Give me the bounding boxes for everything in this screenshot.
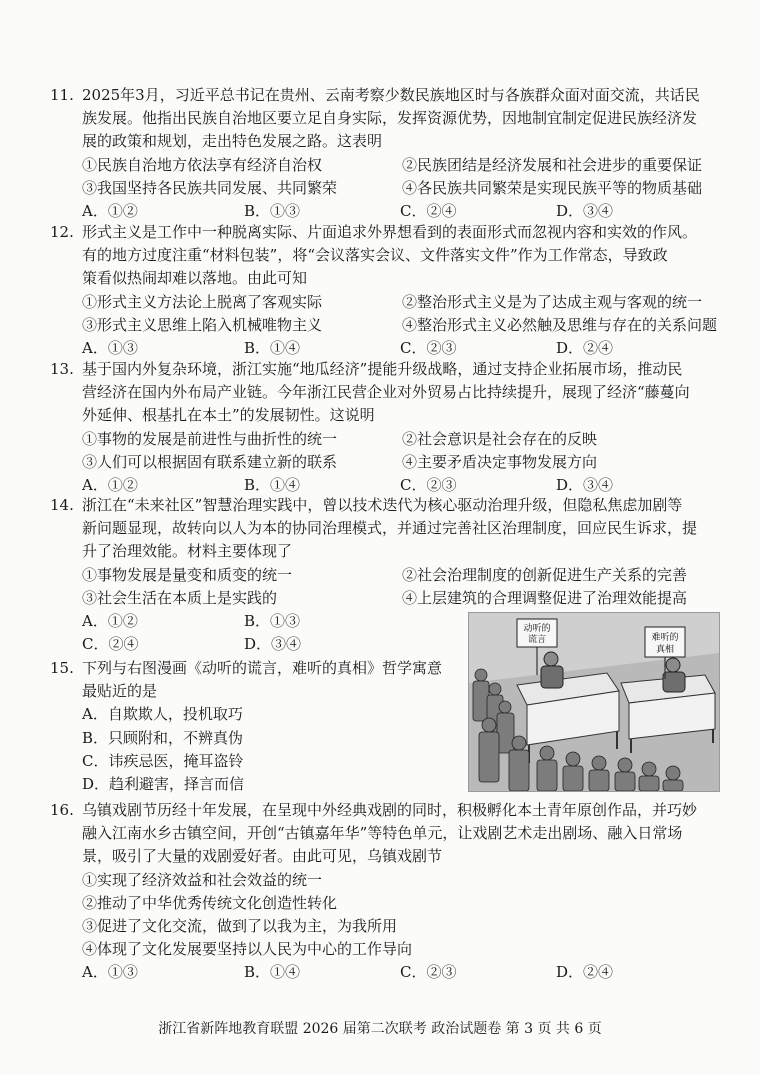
answer-d: D．趋利避害，择言而信 — [82, 775, 245, 794]
answer-d: D．②④ — [556, 338, 614, 357]
option-4: ④主要矛盾决定事物发展方向 — [402, 452, 598, 471]
stem-line: 浙江在“未来社区”智慧治理实践中，曾以技术迭代为核心驱动治理升级，但隐私焦虑加剧等 — [82, 496, 683, 514]
stem-line: 外延伸、根基扎在本土”的发展韧性。这说明 — [82, 406, 375, 425]
right-sign-line-2: 真相 — [655, 645, 675, 655]
left-sign-line-2: 谎言 — [527, 635, 547, 645]
option-row — [82, 154, 722, 177]
option-1: ①形式主义方法论上脱离了客观实际 — [82, 292, 323, 311]
question-stem — [82, 84, 722, 154]
option-row — [82, 587, 722, 610]
stem-line: 2025年3月，习近平总书记在贵州、云南考察少数民族地区时与各族群众面对面交流，共话民 — [82, 86, 700, 104]
option-3: ③社会生活在本质上是实践的 — [82, 588, 278, 607]
stem-line: 融入江南水乡古镇空间，开创“古镇嘉年华”等特色单元，让戏剧艺术走出剧场、融入日常场 — [82, 824, 683, 843]
question-number: 13. — [50, 360, 74, 378]
question-15 — [50, 657, 460, 796]
question-stem — [82, 221, 722, 291]
answer-b: B．①③ — [244, 611, 301, 630]
question-16 — [50, 799, 722, 985]
answer-row — [82, 200, 722, 223]
answer-a: A．①② — [82, 611, 138, 630]
stem-line: 形式主义是工作中一种脱离实际、片面追求外界想看到的表面形式而忽视内容和实效的作风。 — [82, 223, 698, 241]
question-stem — [82, 657, 460, 703]
option-row — [82, 564, 722, 587]
question-13 — [50, 358, 722, 497]
option-2: ②民族团结是经济发展和社会进步的重要保证 — [402, 155, 703, 174]
option-3: ③我国坚持各民族共同发展、共同繁荣 — [82, 178, 338, 197]
option-4: ④上层建筑的合理调整促进了治理效能提高 — [402, 588, 688, 607]
stem-line: 基于国内外复杂环境，浙江实施“地瓜经济”提能升级战略，通过支持企业拓展市场，推动民 — [82, 360, 683, 378]
question-stem — [82, 358, 722, 428]
question-number: 14. — [50, 496, 74, 514]
cartoon-illustration — [468, 612, 720, 792]
answer-b: B．①④ — [244, 963, 301, 982]
answer-b: B．①④ — [244, 475, 301, 494]
stem-line: 展的政策和规划，走出特色发展之路。这表明 — [82, 132, 383, 151]
answer-b: B．①③ — [244, 201, 301, 220]
question-number: 11. — [50, 86, 74, 104]
answer-d: D．③④ — [556, 475, 614, 494]
answer-a: A．①② — [82, 475, 138, 494]
question-stem — [82, 494, 722, 564]
stem-line: 升了治理效能。材料主要体现了 — [82, 542, 293, 561]
answer-c: C．讳疾忌医，掩耳盗铃 — [82, 751, 244, 770]
stem-line: 下列与右图漫画《动听的谎言，难听的真相》哲学寓意 — [82, 659, 443, 677]
answer-a: A．①② — [82, 201, 138, 220]
answer-c: C．②④ — [400, 201, 457, 220]
question-number: 15. — [50, 659, 74, 677]
stem-line: 新问题显现，故转向以人为本的协同治理模式，并通过完善社区治理制度，回应民生诉求，提 — [82, 519, 698, 538]
answer-a: A．①③ — [82, 963, 138, 982]
stem-line: 族发展。他指出民族自治地区要立足自身实际，发挥资源优势，因地制宜制定促进民族经济发 — [82, 109, 698, 128]
stem-line: 景，吸引了大量的戏剧爱好者。由此可见，乌镇戏剧节 — [82, 847, 443, 866]
left-sign-line-1: 动听的 — [523, 624, 551, 634]
answer-b: B．只顾附和，不辨真伪 — [82, 728, 244, 747]
page-footer: 浙江省新阵地教育联盟 2026 届第二次联考 政治试题卷 第 3 页 共 6 页 — [158, 1021, 602, 1037]
question-stem — [82, 799, 722, 869]
option-3: ③促进了文化交流，做到了以我为主，为我所用 — [82, 917, 398, 936]
option-1: ①实现了经济效益和社会效益的统一 — [82, 870, 323, 889]
option-1: ①民族自治地方依法享有经济自治权 — [82, 155, 323, 174]
answer-d: D．③④ — [556, 201, 614, 220]
option-2: ②推动了中华优秀传统文化创造性转化 — [82, 893, 338, 912]
answer-b: B．①④ — [244, 338, 301, 357]
right-sign-line-1: 难听的 — [651, 633, 679, 643]
answer-c: C．②④ — [82, 635, 139, 654]
option-row — [82, 314, 722, 337]
option-2: ②社会意识是社会存在的反映 — [402, 429, 598, 448]
option-4: ④整治形式主义必然触及思维与存在的关系问题 — [402, 315, 718, 334]
stem-line: 营经济在国内外布局产业链。今年浙江民营企业对外贸易占比持续提升，展现了经济“藤蔓向 — [82, 383, 690, 402]
question-11 — [50, 84, 722, 223]
option-4: ④体现了文化发展要坚持以人民为中心的工作导向 — [82, 940, 413, 959]
answer-d: D．②④ — [556, 963, 614, 982]
answer-c: C．②③ — [400, 475, 457, 494]
option-row — [82, 451, 722, 474]
answer-a: A．自欺欺人，投机取巧 — [82, 705, 243, 724]
question-12 — [50, 221, 722, 360]
question-number: 12. — [50, 223, 74, 241]
stem-line: 最贴近的是 — [82, 682, 158, 701]
option-2: ②整治形式主义是为了达成主观与客观的统一 — [402, 292, 703, 311]
stem-line: 乌镇戏剧节历经十年发展，在呈现中外经典戏剧的同时，积极孵化本土青年原创作品，并巧妙 — [82, 801, 698, 819]
option-4: ④各民族共同繁荣是实现民族平等的物质基础 — [402, 178, 703, 197]
answer-c: C．②③ — [400, 338, 457, 357]
option-row — [82, 177, 722, 200]
option-3: ③形式主义思维上陷入机械唯物主义 — [82, 315, 323, 334]
option-1: ①事物的发展是前进性与曲折性的统一 — [82, 429, 338, 448]
option-1: ①事物发展是量变和质变的统一 — [82, 565, 293, 584]
answer-c: C．②③ — [400, 963, 457, 982]
stem-line: 有的地方过度注重“材料包装”，将“会议落实会议、文件落实文件”作为工作常态，导致政 — [82, 246, 668, 265]
option-2: ②社会治理制度的创新促进生产关系的完善 — [402, 565, 688, 584]
answer-d: D．③④ — [244, 635, 302, 654]
answer-row — [82, 337, 722, 360]
stem-line: 策看似热闹却难以落地。由此可知 — [82, 269, 308, 288]
option-row — [82, 291, 722, 314]
answer-a: A．①③ — [82, 338, 138, 357]
option-row — [82, 428, 722, 451]
option-3: ③人们可以根据固有联系建立新的联系 — [82, 452, 338, 471]
answer-row — [82, 961, 722, 984]
question-number: 16. — [50, 801, 74, 819]
